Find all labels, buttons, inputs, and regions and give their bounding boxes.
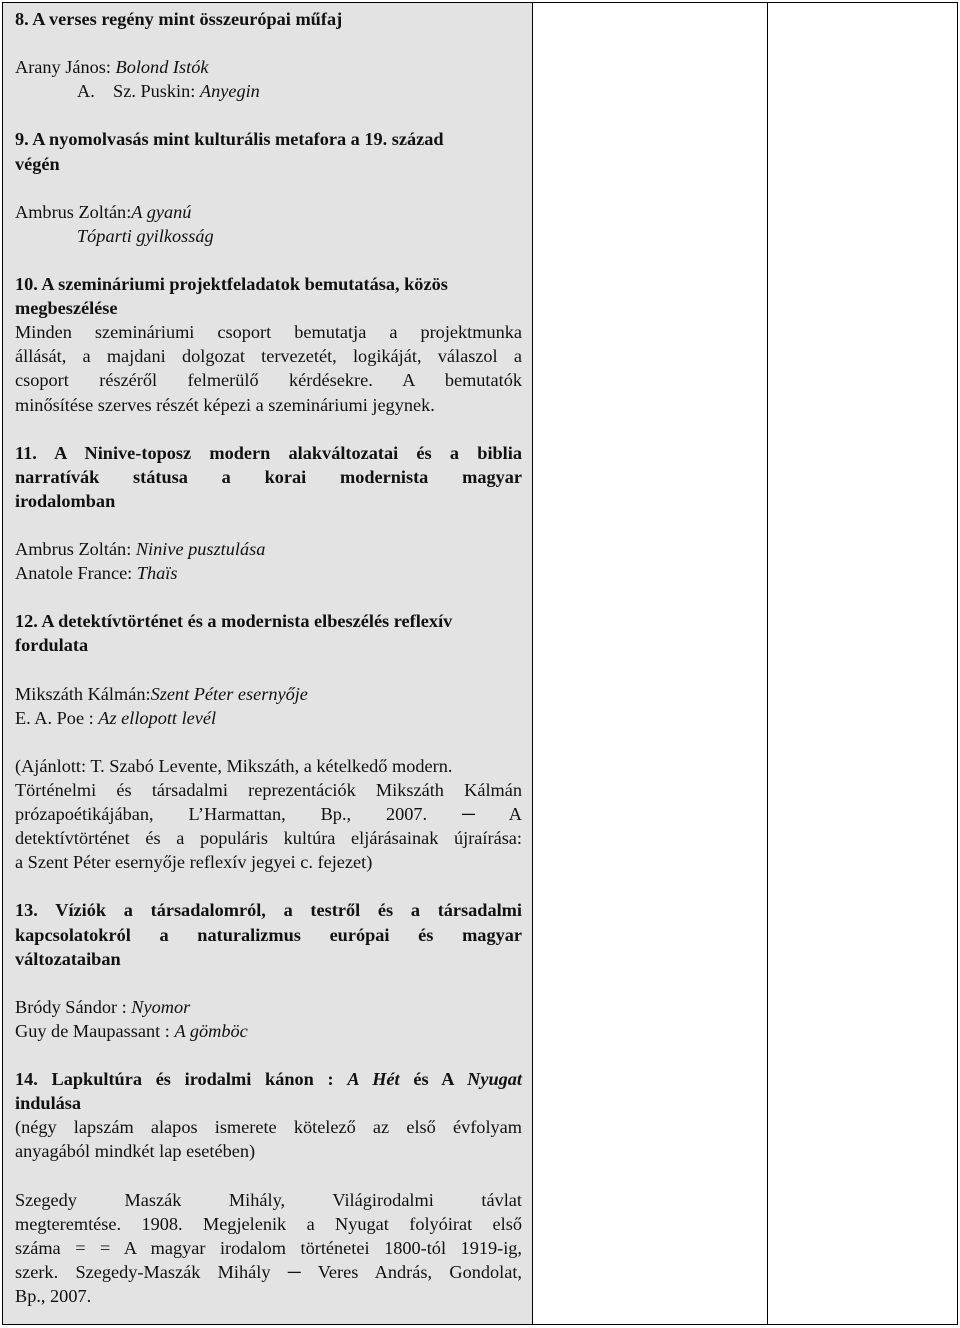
topic-12-work-1: Mikszáth Kálmán:Szent Péter esernyője bbox=[15, 683, 308, 704]
topic-8-heading: 8. A verses regény mint összeurópai műfaj bbox=[15, 9, 343, 29]
topic-10-heading-line-2: megbeszélése bbox=[15, 298, 118, 319]
topic-12-heading-line-1: 12. A detektívtörténet és a modernista elbeszélés reflexív bbox=[15, 611, 453, 632]
topic-10-body-line-3: csoport részéről felmerülő kérdésekre. A bemutatók bbox=[15, 370, 522, 391]
topic-14-note-line-1: (négy lapszám alapos ismerete kötelező az első évfolyam bbox=[15, 1117, 522, 1138]
topic-8-work-2: A. Sz. Puskin: Anyegin bbox=[77, 81, 260, 102]
empty-column-3 bbox=[768, 3, 957, 1324]
topic-14-note-line-2: anyagából mindkét lap esetében) bbox=[15, 1141, 256, 1162]
topic-10-body-line-2: állását, a majdani dolgozat tervezetét, logikáját, válaszol a bbox=[15, 346, 522, 367]
topic-9-heading-line-1: 9. A nyomolvasás mint kulturális metafora a 19. század bbox=[15, 129, 444, 150]
topic-12-work-2: E. A. Poe : Az ellopott levél bbox=[15, 707, 217, 728]
topic-10-heading-line-1: 10. A szemináriumi projektfeladatok bemutatása, közös bbox=[15, 274, 448, 295]
topic-9-work-2: Tóparti gyilkosság bbox=[77, 225, 214, 246]
topic-14-heading-line-2: indulása bbox=[15, 1093, 82, 1114]
topic-10-body-line-4: minősítése szerves részét képezi a szemináriumi jegynek. bbox=[15, 394, 435, 415]
topic-14-heading-line-1: 14. Lapkultúra és irodalmi kánon : A Hét és A Nyugat bbox=[15, 1069, 522, 1090]
topic-13-work-1: Bródy Sándor : Nyomor bbox=[15, 996, 191, 1017]
topic-14-ref-line-4: szerk. Szegedy-Maszák Mihály ─ Veres András, Gondolat, bbox=[15, 1261, 522, 1282]
topic-13-heading-line-2: kapcsolatokról a naturalizmus európai és magyar bbox=[15, 924, 522, 945]
topic-12-recommended-line-2: Történelmi és társadalmi reprezentációk Mikszáth Kálmán bbox=[15, 780, 522, 800]
topic-11-heading-line-2: narratívák státusa a korai modernista magyar bbox=[15, 466, 522, 487]
topic-11-heading-line-1: 11. A Ninive-toposz modern alakváltozatai és a biblia bbox=[15, 442, 522, 463]
topic-14-ref-line-1: Szegedy Maszák Mihály, Világirodalmi távlat bbox=[15, 1189, 522, 1210]
syllabus-table bbox=[2, 2, 958, 1325]
topic-12-heading-line-2: fordulata bbox=[15, 635, 89, 656]
topic-13-heading-line-1: 13. Víziók a társadalomról, a testről és a társadalmi bbox=[15, 900, 522, 921]
empty-column-2 bbox=[533, 3, 768, 1324]
topic-12-recommended-line-3: prózapoétikájában, L’Harmattan, Bp., 2007. ─ A bbox=[15, 804, 522, 825]
topic-13-work-2: Guy de Maupassant : A gömböc bbox=[15, 1020, 248, 1041]
topic-12-recommended-line-1: (Ajánlott: T. Szabó Levente, Mikszáth, a kételkedő modern. bbox=[15, 755, 453, 776]
topic-11-work-2: Anatole France: Thaïs bbox=[15, 563, 178, 584]
topic-12-recommended-line-5: a Szent Péter esernyője reflexív jegyei c. fejezet) bbox=[15, 852, 373, 873]
topic-14-ref-line-3: száma = = A magyar irodalom történetei 1800-tól 1919-ig, bbox=[15, 1237, 522, 1258]
topic-13-heading-line-3: változataiban bbox=[15, 948, 121, 969]
topic-11-heading-line-3: irodalomban bbox=[15, 490, 116, 511]
topic-9-work-1: Ambrus Zoltán:A gyanú bbox=[15, 201, 192, 222]
topic-12-recommended-line-4: detektívtörténet és a populáris kultúra eljárásainak újraírása: bbox=[15, 828, 522, 849]
topic-8-work-1: Arany János: Bolond Istók bbox=[15, 57, 209, 78]
topic-14-ref-line-2: megteremtése. 1908. Megjelenik a Nyugat folyóirat első bbox=[15, 1213, 522, 1234]
topics-column bbox=[3, 3, 533, 1324]
topic-14-ref-line-5: Bp., 2007. bbox=[15, 1285, 92, 1306]
topic-9-heading-line-2: végén bbox=[15, 153, 60, 174]
topic-11-work-1: Ambrus Zoltán: Ninive pusztulása bbox=[15, 539, 266, 560]
topic-10-body-line-1: Minden szemináriumi csoport bemutatja a projektmunka bbox=[15, 322, 522, 343]
